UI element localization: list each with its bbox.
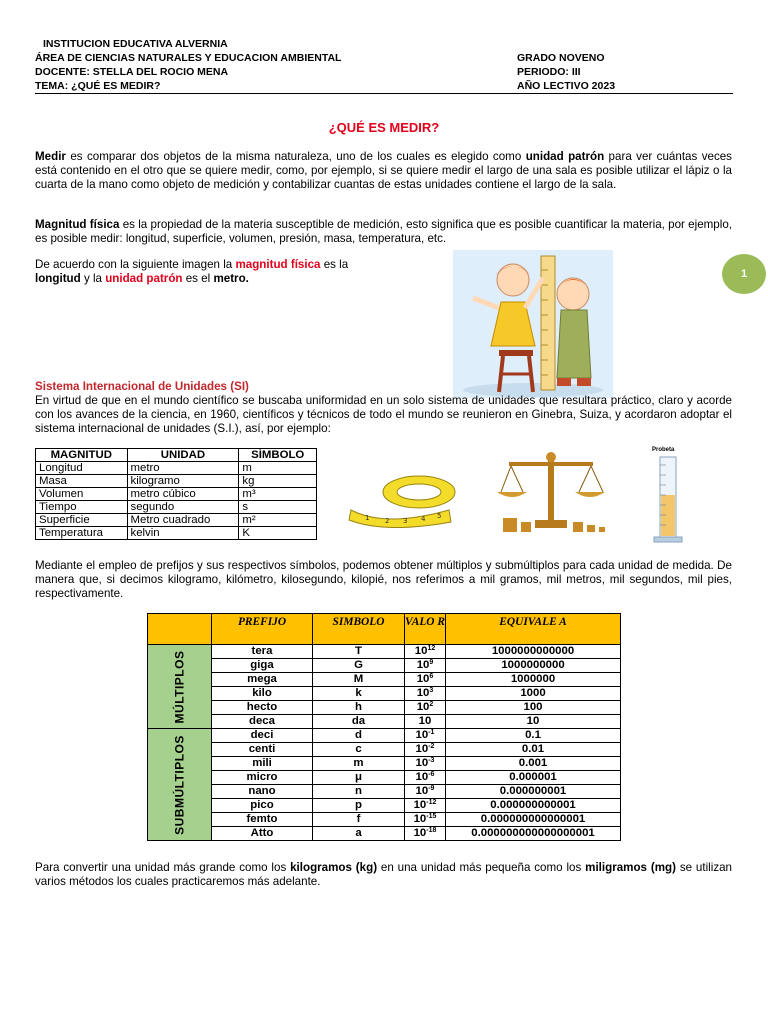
value-base: 10 bbox=[413, 827, 427, 839]
prefix-table-header bbox=[148, 614, 621, 645]
si-cell: Longitud bbox=[36, 462, 128, 475]
p3-unidad: unidad patrón bbox=[105, 272, 183, 285]
value-base: 10 bbox=[416, 673, 430, 685]
value-exponent: 12 bbox=[427, 645, 436, 652]
table-row bbox=[148, 701, 621, 715]
prefix-cell: nano bbox=[212, 785, 313, 799]
si-cell: kg bbox=[239, 475, 317, 488]
value-cell bbox=[405, 799, 446, 813]
table-row bbox=[148, 659, 621, 673]
multiplos-label: MÚLTIPLOS bbox=[172, 650, 186, 723]
equivalent-cell: 0.1 bbox=[446, 729, 621, 743]
prefix-cell: deci bbox=[212, 729, 313, 743]
value-cell bbox=[405, 743, 446, 757]
si-cell: metro bbox=[127, 462, 239, 475]
prefix-cell: micro bbox=[212, 771, 313, 785]
equivalent-cell: 0.001 bbox=[446, 757, 621, 771]
table-row bbox=[148, 813, 621, 827]
header-right bbox=[517, 51, 615, 93]
submultiplos-rows bbox=[148, 729, 621, 841]
symbol-cell: T bbox=[313, 645, 405, 659]
p3-a: De acuerdo con la siguiente imagen la bbox=[35, 258, 236, 271]
table-row bbox=[148, 827, 621, 841]
table-row bbox=[148, 687, 621, 701]
value-cell bbox=[405, 771, 446, 785]
header-valor: VALO R bbox=[405, 614, 446, 645]
table-row bbox=[148, 645, 621, 659]
equivalent-cell: 0.000000000001 bbox=[446, 799, 621, 813]
equivalent-cell: 1000000 bbox=[446, 673, 621, 687]
prefix-cell: pico bbox=[212, 799, 313, 813]
table-row bbox=[148, 673, 621, 687]
value-cell bbox=[405, 673, 446, 687]
si-cell: K bbox=[239, 527, 317, 540]
table-row bbox=[36, 501, 317, 514]
si-heading: Sistema Internacional de Unidades (SI) bbox=[35, 380, 249, 393]
teacher: DOCENTE: STELLA DEL ROCIO MENA bbox=[35, 66, 229, 78]
equivalent-cell: 0.000000001 bbox=[446, 785, 621, 799]
p1-text-a: es comparar dos objetos de la misma naturaleza, uno de los cuales es elegido como bbox=[65, 150, 526, 163]
symbol-cell: f bbox=[313, 813, 405, 827]
table-row bbox=[148, 743, 621, 757]
value-exponent: -3 bbox=[428, 757, 435, 764]
svg-text:4: 4 bbox=[421, 515, 426, 523]
si-cell: Volumen bbox=[36, 488, 128, 501]
si-cell: segundo bbox=[127, 501, 239, 514]
p3-b: es la bbox=[320, 258, 349, 271]
value-exponent: 3 bbox=[429, 687, 434, 694]
equivalent-cell: 1000000000000 bbox=[446, 645, 621, 659]
value-base: 10 bbox=[416, 687, 430, 699]
symbol-cell: m bbox=[313, 757, 405, 771]
p5-c: se utilizan varios métodos los cuales practicaremos más adelante. bbox=[35, 861, 733, 888]
symbol-cell: h bbox=[313, 701, 405, 715]
prefix-cell: kilo bbox=[212, 687, 313, 701]
term-unidad-patron: unidad patrón bbox=[525, 150, 605, 163]
value-base: 10 bbox=[415, 757, 429, 769]
value-base: 10 bbox=[416, 659, 430, 671]
si-cell: m² bbox=[239, 514, 317, 527]
equivalent-cell: 100 bbox=[446, 701, 621, 715]
equivalent-cell: 0.000000000000000001 bbox=[446, 827, 621, 841]
value-cell bbox=[405, 701, 446, 715]
graduated-cylinder-illustration bbox=[648, 455, 690, 545]
si-cell: Metro cuadrado bbox=[127, 514, 239, 527]
p5-mg: miligramos (mg) bbox=[585, 861, 676, 874]
table-row bbox=[148, 799, 621, 813]
svg-text:3: 3 bbox=[403, 517, 408, 525]
value-exponent: 2 bbox=[429, 701, 434, 708]
value-cell bbox=[405, 645, 446, 659]
table-row bbox=[36, 475, 317, 488]
si-cell: s bbox=[239, 501, 317, 514]
tape-measure-illustration bbox=[345, 470, 460, 530]
equivalent-cell: 0.000001 bbox=[446, 771, 621, 785]
si-header-unidad: UNIDAD bbox=[127, 449, 239, 462]
p3-c: y la bbox=[80, 272, 106, 285]
si-header-magnitud: MAGNITUD bbox=[36, 449, 128, 462]
value-exponent: -15 bbox=[426, 813, 437, 820]
value-exponent: -6 bbox=[428, 771, 435, 778]
submultiplos-group-cell bbox=[148, 729, 212, 841]
header-simbolo: SIMBOLO bbox=[313, 614, 405, 645]
si-cell: kelvin bbox=[127, 527, 239, 540]
symbol-cell: k bbox=[313, 687, 405, 701]
p3-d: es el bbox=[182, 272, 214, 285]
value-exponent: -18 bbox=[426, 827, 437, 834]
table-row bbox=[148, 757, 621, 771]
paragraph-conversion bbox=[35, 861, 732, 889]
p1-text-b: para ver cuántas veces está contenido en el otro que se quiere medir, como, por ejemplo, si se quiere medir el largo de una sala es posible utilizar el lápiz o la cuarta de la mano como objeto de medición y contabilizar cuantas de estas unidades contiene el largo de la sala. bbox=[35, 150, 732, 191]
value-base: 10 bbox=[416, 701, 430, 713]
equivalent-cell: 1000 bbox=[446, 687, 621, 701]
p2-text: es la propiedad de la materia susceptible de medición, esto significa que es posible cuantificar la materia, por ejemplo, es posible medir: longitud, superficie, volumen, presión, masa, temperatura, etc. bbox=[35, 218, 732, 245]
si-header-simbolo: SÍMBOLO bbox=[239, 449, 317, 462]
area: ÁREA DE CIENCIAS NATURALES Y EDUCACION AMBIENTAL bbox=[35, 52, 342, 64]
si-table-header bbox=[36, 449, 317, 462]
value-base: 10 bbox=[414, 645, 428, 657]
equivalent-cell: 10 bbox=[446, 715, 621, 729]
symbol-cell: d bbox=[313, 729, 405, 743]
table-row bbox=[148, 715, 621, 729]
value-base: 10 bbox=[415, 729, 429, 741]
prefix-table bbox=[147, 613, 621, 841]
si-cell: m bbox=[239, 462, 317, 475]
table-row bbox=[36, 527, 317, 540]
value-cell bbox=[405, 715, 446, 729]
value-base: 10 bbox=[413, 799, 427, 811]
prefix-cell: tera bbox=[212, 645, 313, 659]
header-blank bbox=[148, 614, 212, 645]
symbol-cell: c bbox=[313, 743, 405, 757]
equivalent-cell: 0.01 bbox=[446, 743, 621, 757]
value-exponent: -2 bbox=[428, 743, 435, 750]
header-prefijo: PREFIJO bbox=[212, 614, 313, 645]
table-row bbox=[36, 462, 317, 475]
value-exponent: 9 bbox=[429, 659, 434, 666]
prefix-cell: mili bbox=[212, 757, 313, 771]
svg-text:5: 5 bbox=[437, 512, 442, 520]
value-text: 10 bbox=[418, 715, 432, 727]
prefix-cell: Atto bbox=[212, 827, 313, 841]
svg-text:2: 2 bbox=[385, 517, 390, 525]
probeta-label: Probeta bbox=[652, 447, 675, 453]
symbol-cell: n bbox=[313, 785, 405, 799]
equivalent-cell: 0.000000000000001 bbox=[446, 813, 621, 827]
p5-b: en una unidad más pequeña como los bbox=[377, 861, 586, 874]
p3-longitud: longitud bbox=[35, 272, 81, 285]
paragraph-medir bbox=[35, 150, 732, 192]
prefix-cell: hecto bbox=[212, 701, 313, 715]
period: PERIODO: III bbox=[517, 66, 581, 78]
p3-magnitud: magnitud física bbox=[235, 258, 321, 271]
symbol-cell: p bbox=[313, 799, 405, 813]
symbol-cell: G bbox=[313, 659, 405, 673]
si-cell: metro cúbico bbox=[127, 488, 239, 501]
prefix-cell: centi bbox=[212, 743, 313, 757]
table-row bbox=[148, 785, 621, 799]
prefix-cell: mega bbox=[212, 673, 313, 687]
value-base: 10 bbox=[415, 785, 429, 797]
header-equivale: EQUIVALE A bbox=[446, 614, 621, 645]
school-year: AÑO LECTIVO 2023 bbox=[517, 80, 616, 92]
value-exponent: -12 bbox=[426, 799, 437, 806]
si-cell: Masa bbox=[36, 475, 128, 488]
value-exponent: 6 bbox=[429, 673, 434, 680]
page-title: ¿QUÉ ES MEDIR? bbox=[328, 120, 440, 135]
submultiplos-label: SUBMÚLTIPLOS bbox=[172, 734, 186, 835]
multiplos-rows bbox=[148, 645, 621, 729]
table-row bbox=[36, 514, 317, 527]
page-number-badge: 1 bbox=[722, 254, 766, 294]
svg-text:1: 1 bbox=[365, 514, 370, 522]
prefix-cell: deca bbox=[212, 715, 313, 729]
value-cell bbox=[405, 813, 446, 827]
table-row bbox=[148, 771, 621, 785]
value-cell bbox=[405, 785, 446, 799]
table-row bbox=[36, 488, 317, 501]
p5-a: Para convertir una unidad más grande como los bbox=[35, 861, 291, 874]
value-cell bbox=[405, 687, 446, 701]
topic: TEMA: ¿QUÉ ES MEDIR? bbox=[35, 80, 161, 92]
prefix-cell: giga bbox=[212, 659, 313, 673]
equivalent-cell: 1000000000 bbox=[446, 659, 621, 673]
value-exponent: -1 bbox=[428, 729, 435, 736]
balance-scale-illustration bbox=[495, 448, 607, 540]
value-cell bbox=[405, 729, 446, 743]
si-paragraph: En virtud de que en el mundo científico se buscaba uniformidad en un solo sistema de unidades que resultara práctico, claro y acorde con los avances de la ciencia, en 1960, científicos y técnicos de todo el mundo se reunieron en Ginebra, Suiza, y acordaron adoptar el sistema internacional de unidades (S.I.), así, por ejemplo: bbox=[35, 394, 732, 435]
multiplos-group-cell bbox=[148, 645, 212, 729]
term-medir: Medir bbox=[35, 150, 66, 163]
si-cell: Temperatura bbox=[36, 527, 128, 540]
symbol-cell: da bbox=[313, 715, 405, 729]
header-left bbox=[35, 37, 341, 93]
p5-kg: kilogramos (kg) bbox=[290, 861, 378, 874]
institution: INSTITUCION EDUCATIVA ALVERNIA bbox=[43, 38, 228, 50]
value-cell bbox=[405, 659, 446, 673]
symbol-cell: M bbox=[313, 673, 405, 687]
p3-metro: metro. bbox=[213, 272, 249, 285]
si-cell: Superficie bbox=[36, 514, 128, 527]
value-exponent: -9 bbox=[428, 785, 435, 792]
value-base: 10 bbox=[413, 813, 427, 825]
table-row bbox=[148, 729, 621, 743]
si-cell: kilogramo bbox=[127, 475, 239, 488]
term-magnitud: Magnitud física bbox=[35, 218, 120, 231]
value-base: 10 bbox=[415, 771, 429, 783]
paragraph-prefijos: Mediante el empleo de prefijos y sus respectivos símbolos, podemos obtener múltiplos y submúltiplos para cada unidad de medida. De manera que, si decimos kilogramo, kilómetro, kilosegundo, kilopié, nos referimos a mil gramos, mil metros, mil segundos, mil pies, respectivamente. bbox=[35, 559, 732, 600]
paragraph-magnitud bbox=[35, 218, 732, 246]
paragraph-imagen bbox=[35, 258, 415, 286]
children-measuring-illustration bbox=[453, 250, 613, 398]
value-cell bbox=[405, 827, 446, 841]
value-base: 10 bbox=[415, 743, 429, 755]
symbol-cell: μ bbox=[313, 771, 405, 785]
value-cell bbox=[405, 757, 446, 771]
si-cell: m³ bbox=[239, 488, 317, 501]
header-rule bbox=[35, 93, 733, 94]
grade: GRADO NOVENO bbox=[517, 52, 605, 64]
prefix-cell: femto bbox=[212, 813, 313, 827]
si-units-table bbox=[35, 448, 317, 540]
si-cell: Tiempo bbox=[36, 501, 128, 514]
symbol-cell: a bbox=[313, 827, 405, 841]
